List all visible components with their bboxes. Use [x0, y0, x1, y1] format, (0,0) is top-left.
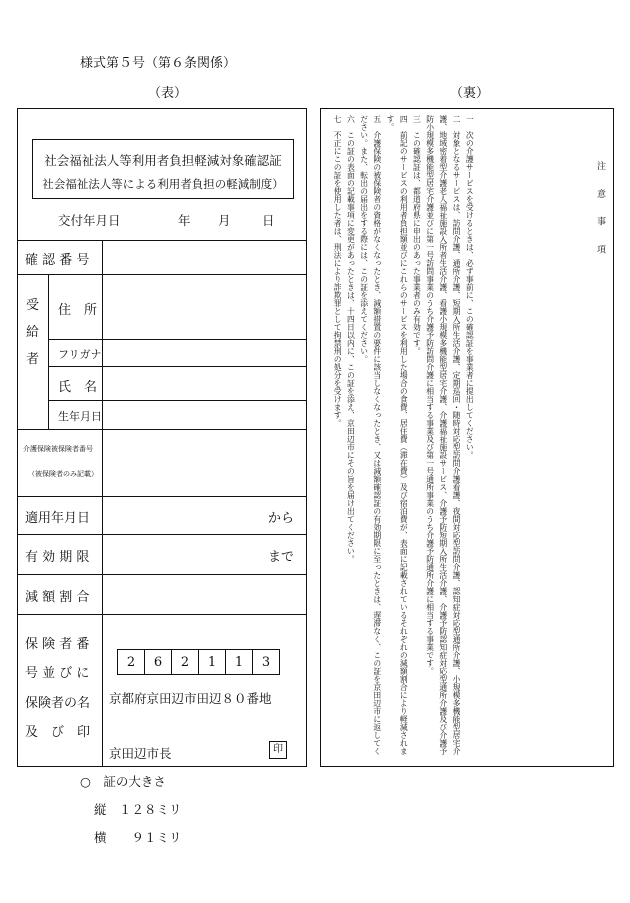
- apply-date-label: 適用年月日: [25, 511, 91, 526]
- rule: [102, 240, 103, 614]
- insurer-digit: 1: [225, 649, 253, 675]
- rule: [48, 366, 306, 367]
- back-side-label: （裏）: [450, 86, 490, 101]
- rule: [18, 496, 306, 497]
- rule: [18, 614, 306, 615]
- insurer-digit: 2: [117, 649, 145, 675]
- insured-number-label: 介護保険被保険者番号: [23, 445, 93, 453]
- insurer-digit: 2: [171, 649, 199, 675]
- insurer-label-line: 保 険 者 番: [25, 637, 90, 652]
- furigana-label: フリガナ: [58, 348, 102, 361]
- back-card: [320, 108, 614, 767]
- birthdate-label: 生年月日: [58, 410, 102, 423]
- rule: [48, 400, 306, 401]
- name-label: 氏 名: [58, 380, 98, 395]
- insurer-digit: 3: [252, 649, 280, 675]
- recipient-label-1: 受: [26, 298, 40, 313]
- insurer-name: 京田辺市長: [109, 746, 172, 761]
- apply-date-suffix: から: [267, 511, 294, 526]
- address-label: 住 所: [58, 303, 98, 318]
- front-card: [17, 108, 307, 767]
- issue-year-label: 年: [178, 213, 191, 228]
- notes-text: 一 次の介護サービスを受けるときは、必ず事前に、この確認証を事業者に提出してください。 二 対象となるサービスは、訪問介護、通所介護、短期入所生活介護、定期巡回・随時対応型訪問介護看護、夜間対応型訪問介護、認知症対応型通所介護、小規模多機能型居宅介護、地域密着型介護老人福祉施設入所者生活介護、看護小規模多機能型居宅介護、介護福祉施設サービス、介護予防短期入所生活介護、介護予防認知症対応型通所介護及び介護予防小規模多機能型居宅介護並びに第一号訪問事業のうち介護予防訪問介護に相当する事業及び第一号通所事業のうち介護予防通所介護に相当する事業です。 三 この確認証は、都道府県に申出のあった事業者のみ有効です。 四 前記のサービスの利用者負担額並びにこれらのサービスを利用した場合の食費、居住費（滞在費）及び宿泊費が、表面に記載されているそれぞれの減額割合により軽減されます。 五 介護保険の被保険者の資格がなくなったとき、減額措置の要件に該当しなくなったとき、又は減額確認証の有効期限に至ったときは、遅滞なく、この証を京田辺市に返してください。また、転出の届出をする際には、この証を添えてください。 六 この証の表面の記載事項に変更があったときは、十四日以内に、この証を添え、京田辺市にその旨を届け出てください。 七 不正にこの証を使用した者は、刑法により詐欺罪として拘禁刑の処分を受けます。: [333, 115, 475, 755]
- front-side-label: （表）: [148, 86, 188, 101]
- insurer-label-line: 号 並 び に: [25, 666, 90, 681]
- insurer-label-line: 及 び 印: [25, 725, 91, 740]
- insurer-label-line: 保険者の名: [25, 696, 91, 711]
- card-title-box: [32, 139, 294, 199]
- size-heading: ○ 証の大きさ: [80, 774, 166, 789]
- rule: [18, 274, 306, 275]
- issue-month-label: 月: [218, 213, 231, 228]
- insurer-digit: 1: [198, 649, 226, 675]
- confirmation-number-label: 確 認 番 号: [25, 253, 90, 268]
- rule: [102, 614, 103, 767]
- seal-mark: 印: [269, 741, 287, 759]
- rule: [48, 339, 306, 340]
- insurer-digit: 6: [144, 649, 172, 675]
- rule: [48, 274, 49, 429]
- size-height: 縦 １２８ミリ: [94, 802, 182, 817]
- insurer-address: 京都府京田辺市田辺８０番地: [109, 691, 272, 706]
- recipient-label-2: 給: [26, 325, 40, 340]
- reduction-rate-label: 減 額 割 合: [25, 590, 90, 605]
- rule: [18, 429, 306, 430]
- card-title: 社会福祉法人等利用者負担軽減対象確認証: [44, 153, 282, 168]
- form-title: 様式第５号（第６条関係）: [80, 56, 237, 71]
- issue-date-label: 交付年月日: [58, 213, 121, 228]
- recipient-label-3: 者: [26, 352, 40, 367]
- card-subtitle: 社会福祉法人等による利用者負担の軽減制度）: [42, 177, 284, 191]
- rule: [18, 574, 306, 575]
- rule: [18, 240, 306, 241]
- notes-heading: 注 意 事 項: [595, 161, 605, 262]
- notes-area: [331, 115, 607, 755]
- size-width: 横 ９１ミリ: [94, 830, 182, 845]
- validity-label: 有 効 期 限: [25, 550, 90, 565]
- rule: [18, 534, 306, 535]
- validity-suffix: まで: [267, 550, 294, 565]
- insured-number-note: （被保険者のみ記載）: [28, 470, 98, 478]
- issue-day-label: 日: [262, 213, 275, 228]
